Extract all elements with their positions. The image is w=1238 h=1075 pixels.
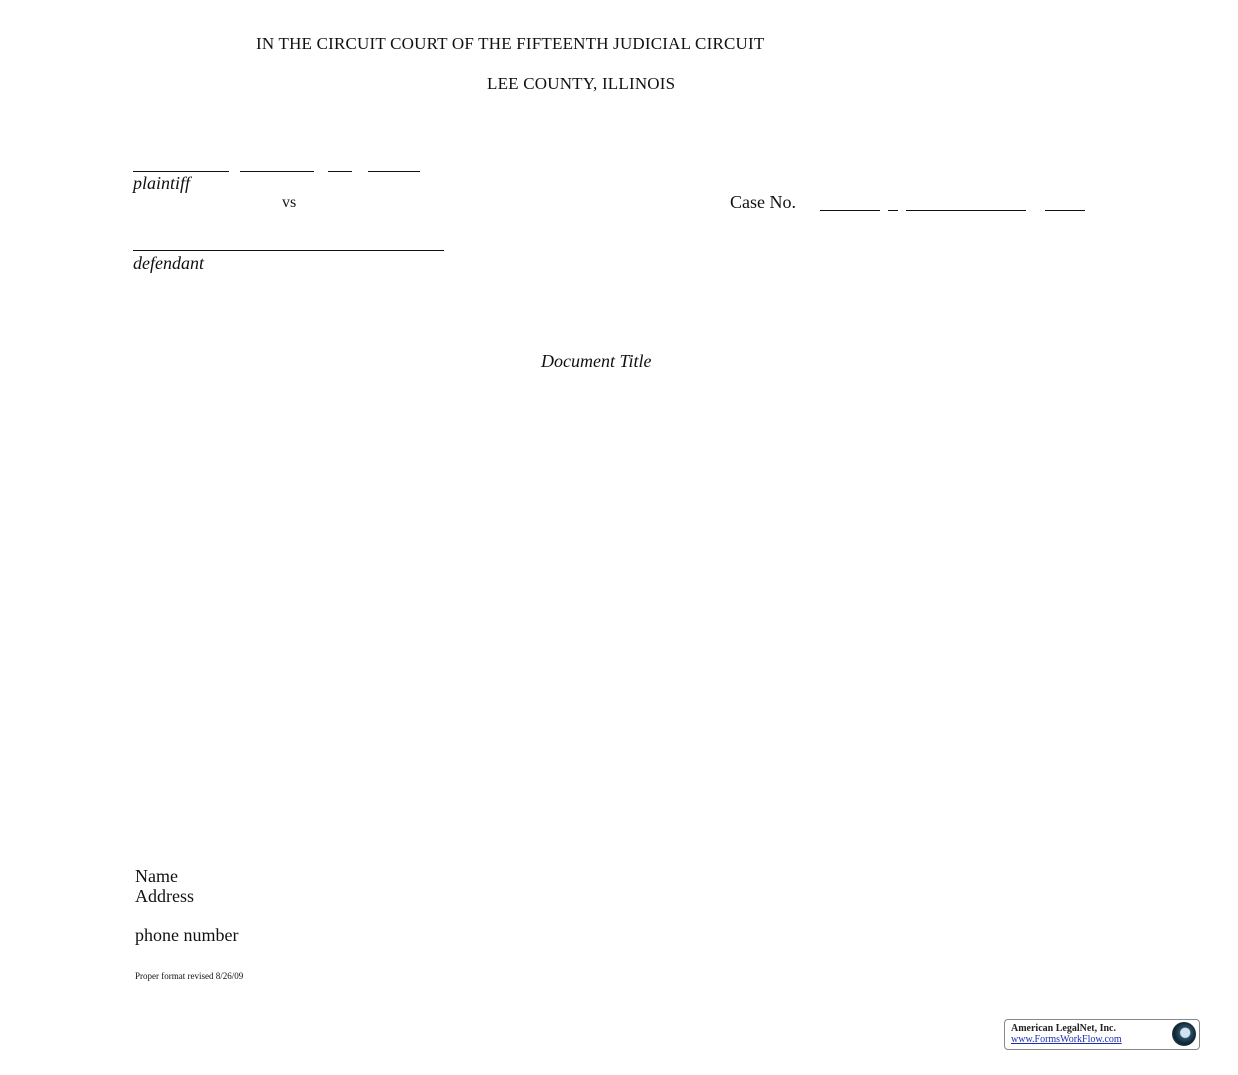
vs-label: vs <box>282 194 297 211</box>
defendant-line <box>133 250 444 251</box>
plaintiff-line <box>133 171 229 172</box>
american-legalnet-logo[interactable] <box>1004 1019 1200 1050</box>
globe-icon <box>1172 1022 1196 1046</box>
case-no-line <box>888 210 898 211</box>
case-no-label: Case No. <box>730 192 796 212</box>
case-no-line <box>906 210 1026 211</box>
plaintiff-line <box>240 171 314 172</box>
case-no-line <box>1045 210 1085 211</box>
case-no-line <box>820 210 880 211</box>
logo-url-link[interactable]: www.FormsWorkFlow.com <box>1011 1034 1122 1045</box>
plaintiff-line <box>368 171 420 172</box>
signature-name: Name <box>135 866 178 886</box>
logo-company: American LegalNet, Inc. <box>1011 1023 1116 1034</box>
county-heading: LEE COUNTY, ILLINOIS <box>487 74 676 93</box>
signature-address: Address <box>135 886 194 906</box>
plaintiff-label: plaintiff <box>133 173 191 193</box>
footer-note: Proper format revised 8/26/09 <box>135 971 244 981</box>
defendant-label: defendant <box>133 253 204 273</box>
document-title: Document Title <box>541 351 652 371</box>
court-heading: IN THE CIRCUIT COURT OF THE FIFTEENTH JUDICIAL CIRCUIT <box>256 34 765 53</box>
signature-phone: phone number <box>135 925 239 945</box>
plaintiff-line <box>328 171 352 172</box>
